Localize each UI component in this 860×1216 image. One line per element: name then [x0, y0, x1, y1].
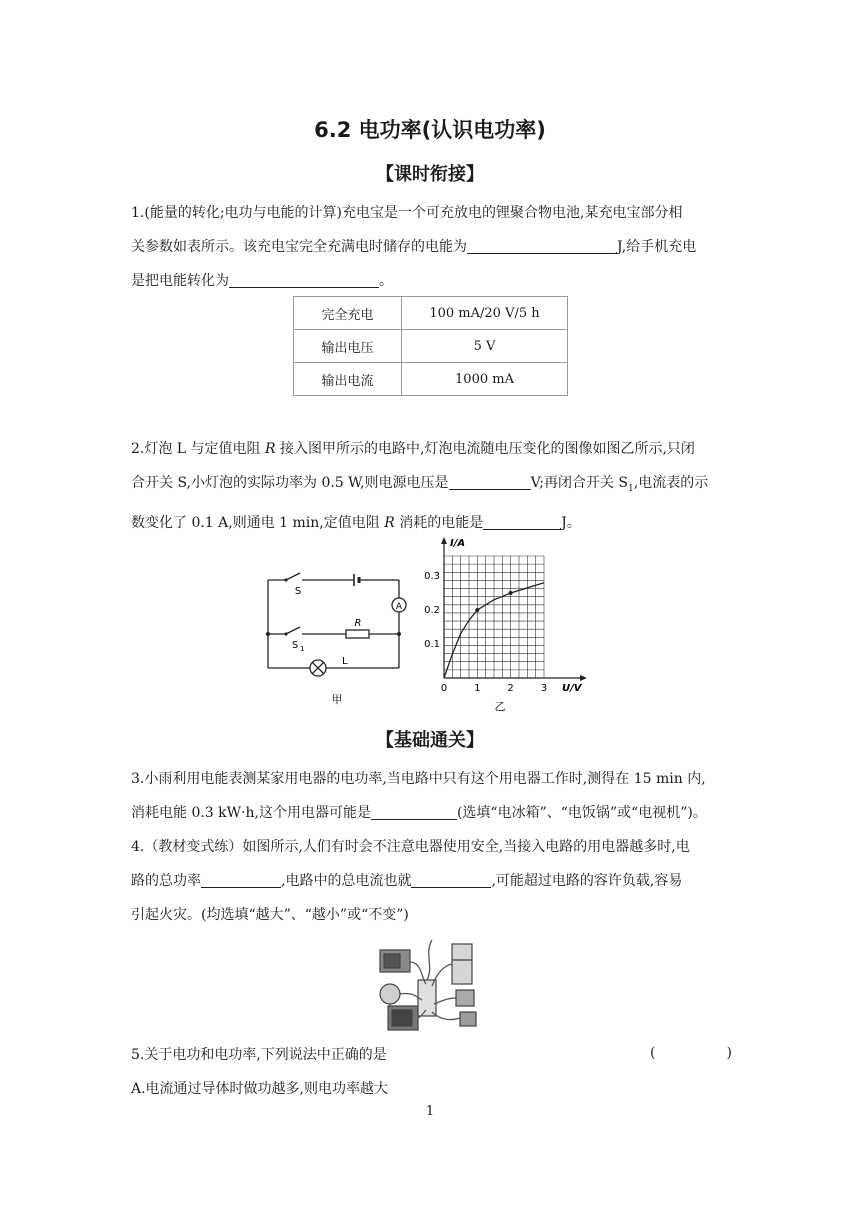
- question-2: [131, 432, 731, 540]
- graph-caption: 乙: [494, 700, 506, 713]
- junction-dot: [397, 632, 401, 636]
- table-row: [294, 363, 568, 396]
- kettle-icon: [460, 1012, 476, 1026]
- q1-blank-conversion[interactable]: [229, 271, 379, 288]
- x-tick-label: 1: [474, 683, 481, 694]
- question-4: [131, 830, 731, 932]
- y-tick-label: 0.3: [424, 571, 440, 582]
- q1-line-2: 关参数如表所示。该充电宝完全充满电时储存的电能为 J,给手机充电: [131, 239, 697, 255]
- q3-blank-appliance[interactable]: [371, 803, 457, 820]
- junction-dot: [266, 632, 270, 636]
- table-cell: 完全充电: [294, 297, 402, 330]
- table-cell: 5 V: [402, 330, 568, 363]
- y-axis-arrow: [441, 537, 447, 544]
- resistor-icon: [346, 630, 369, 638]
- table-row: [294, 330, 568, 363]
- y-axis-label: I/A: [450, 538, 466, 549]
- data-point: [475, 608, 479, 612]
- question-3: [131, 762, 731, 830]
- section-heading-1: 【课时衔接】: [376, 164, 484, 185]
- q5-option-a[interactable]: A.电流通过导体时做功越多,则电功率越大: [131, 1081, 389, 1097]
- power-bank-params-table: [293, 296, 568, 396]
- q4-line-3: 引起火灾。(均选填“越大”、“越小”或“不变”): [131, 907, 409, 923]
- q4-blank-current[interactable]: [411, 871, 491, 888]
- fan-icon: [380, 984, 400, 1004]
- iu-graph: [420, 536, 600, 716]
- q2-blank-voltage[interactable]: [449, 473, 531, 490]
- x-tick-label: 2: [507, 683, 514, 694]
- q4-blank-power[interactable]: [201, 871, 281, 888]
- lamp-label: L: [342, 656, 348, 667]
- q5-stem: 5.关于电功和电功率,下列说法中正确的是: [131, 1047, 387, 1063]
- q2-line-1: 2.灯泡 L 与定值电阻 R 接入图甲所示的电路中,灯泡电流随电压变化的图像如图乙所示,只闭: [131, 441, 695, 457]
- q1-blank-energy[interactable]: [467, 237, 617, 254]
- question-5: [131, 1038, 731, 1106]
- q1-line-1: 1.(能量的转化;电功与电能的计算)充电宝是一个可充放电的锂聚合物电池,某充电宝部分相: [131, 205, 683, 221]
- switch-s1-label: S: [291, 640, 299, 651]
- overloaded-socket-illustration: [372, 936, 494, 1034]
- q2-blank-energy[interactable]: [483, 513, 561, 530]
- power-strip-icon: [418, 980, 436, 1016]
- table-row: [294, 297, 568, 330]
- page-title: 6.2 电功率(认识电功率): [314, 118, 546, 142]
- fridge-icon: [452, 944, 472, 984]
- section-heading-2: 【基础通关】: [376, 730, 484, 751]
- x-axis-label: U/V: [562, 683, 582, 694]
- data-point: [509, 591, 513, 595]
- switch-s1-subscript: 1: [300, 645, 305, 653]
- ammeter-label: A: [395, 602, 403, 612]
- q1-line-3: 是把电能转化为 。: [131, 273, 393, 289]
- answer-bracket[interactable]: ( ): [650, 1045, 732, 1061]
- x-tick-label: 0: [440, 683, 448, 694]
- circuit-diagram: [262, 560, 412, 708]
- x-axis-arrow: [580, 675, 587, 681]
- chart-axes: [441, 537, 587, 681]
- q4-line-2: 路的总功率 ,电路中的总电流也就 ,可能超过电路的容许负载,容易: [131, 873, 683, 889]
- y-tick-label: 0.1: [424, 639, 440, 650]
- resistor-label: R: [354, 618, 362, 629]
- page-number: 1: [425, 1104, 435, 1119]
- switch-s-label: S: [294, 586, 302, 597]
- table-cell: 100 mA/20 V/5 h: [402, 297, 568, 330]
- switch-s1-blade: [286, 627, 300, 634]
- switch-s-blade: [286, 573, 300, 580]
- rice-cooker-icon: [456, 990, 474, 1006]
- q3-line-2: 消耗电能 0.3 kW·h,这个用电器可能是 (选填“电冰箱”、“电饭锅”或“电视机”)。: [131, 805, 707, 821]
- x-tick-label: 3: [540, 683, 548, 694]
- table-cell: 1000 mA: [402, 363, 568, 396]
- circuit-caption: 甲: [331, 693, 343, 706]
- table-cell: 输出电流: [294, 363, 402, 396]
- question-1: [131, 196, 731, 298]
- y-tick-label: 0.2: [424, 605, 440, 616]
- chart-grid: [444, 556, 544, 678]
- q4-line-1: 4.（教材变式练）如图所示,人们有时会不注意电器使用安全,当接入电路的用电器越多时,电: [131, 839, 690, 855]
- table-cell: 输出电压: [294, 330, 402, 363]
- q3-line-1: 3.小雨利用电能表测某家用电器的电功率,当电路中只有这个用电器工作时,测得在 15 min 内,: [131, 771, 706, 787]
- q2-line-3: 数变化了 0.1 A,则通电 1 min,定值电阻 R 消耗的电能是 J。: [131, 514, 581, 531]
- q2-line-2: 合开关 S,小灯泡的实际功率为 0.5 W,则电源电压是 V;再闭合开关 $S_1$,电流表的示: [131, 475, 709, 494]
